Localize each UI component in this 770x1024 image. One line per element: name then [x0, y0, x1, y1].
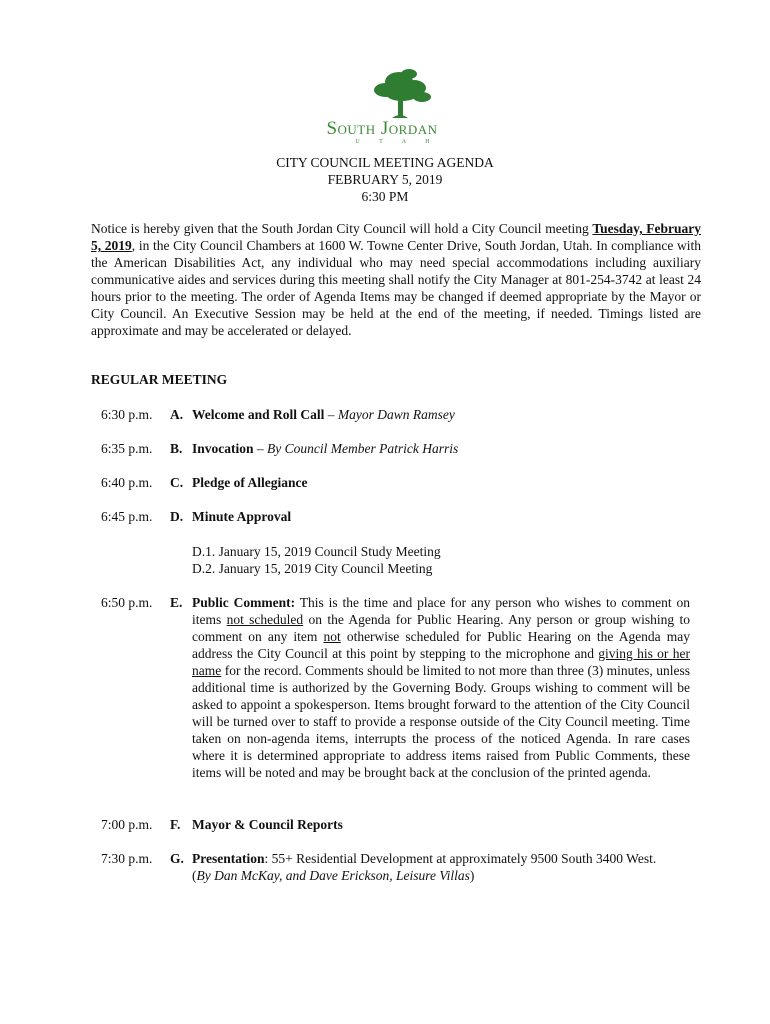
sub-item-d2: D.2. January 15, 2019 City Council Meeting [192, 561, 433, 576]
item-text: otherwise scheduled for Public Hearing on the Agenda may address the City Council at this point by stepping to the microphone and [192, 629, 690, 661]
sub-item-d1: D.1. January 15, 2019 Council Study Meeting [192, 544, 441, 559]
item-time: 6:45 p.m. [101, 509, 153, 524]
section-title: REGULAR MEETING [91, 372, 228, 387]
item-body [192, 440, 690, 457]
logo-state: U T A H [355, 139, 439, 145]
item-title: Pledge of Allegiance [192, 475, 308, 490]
item-letter: C. [170, 475, 184, 490]
meeting-date: Tuesday, February 5, 2019 [91, 221, 701, 253]
logo-name: South Jordan [326, 118, 438, 139]
item-presenter: By Dan McKay, and Dave Erickson, Leisure Villas [196, 868, 470, 883]
item-text: on the Agenda for Public Hearing. Any person or group wishing to comment on any item [192, 612, 691, 644]
item-letter: E. [170, 595, 183, 610]
agenda-time: 6:30 PM [361, 189, 409, 204]
item-presenter: By Council Member Patrick Harris [267, 441, 459, 456]
dash: – [253, 441, 268, 456]
item-body [192, 474, 690, 491]
item-time: 7:00 p.m. [101, 817, 153, 832]
notice-paragraph [91, 220, 701, 339]
item-title: Mayor & Council Reports [192, 817, 343, 832]
south-jordan-logo [314, 68, 450, 148]
underlined-text: not [323, 629, 341, 644]
item-title: Public Comment: [192, 595, 296, 610]
underlined-text: giving his or her name [192, 646, 690, 678]
item-letter: F. [170, 817, 181, 832]
notice-text-2: , in the City Council Chambers at 1600 W. Towne Center Drive, South Jordan, Utah. In compliance with the American Disabilities Act, any individual who may need special accommodations including auxiliary communicative aides and services during this meeting shall notify the City Manager at 801-254-3742 at least 24 hours prior to the meeting. The order of Agenda Items may be changed if deemed appropriate by the Mayor or City Council. An Executive Session may be held at the end of the meeting, if needed. Timings listed are approximate and may be accelerated or delayed. [91, 238, 702, 338]
item-time: 6:35 p.m. [101, 441, 153, 456]
underlined-text: not scheduled [226, 612, 304, 627]
item-text: This is the time and place for any person who wishes to comment on items [192, 595, 690, 627]
item-body [192, 816, 690, 833]
item-letter: D. [170, 509, 184, 524]
item-time: 6:30 p.m. [101, 407, 153, 422]
item-body [192, 594, 690, 781]
item-body [192, 508, 690, 525]
item-letter: A. [170, 407, 184, 422]
item-body [192, 406, 690, 423]
item-body: Presentation: 55+ Residential Development at approximately 9500 South 3400 West. (By Dan McKay, and Dave Erickson, Leisure Villas) [192, 851, 657, 883]
item-title: Invocation [192, 441, 254, 456]
item-text: : 55+ Residential Development at approximately 9500 South 3400 West. [264, 851, 657, 866]
agenda-date: FEBRUARY 5, 2019 [327, 172, 443, 187]
item-letter: B. [170, 441, 183, 456]
notice-text-1: Notice is hereby given that the South Jordan City Council will hold a City Council meeting [91, 221, 593, 236]
item-presenter: Mayor Dawn Ramsey [337, 407, 455, 422]
item-time: 6:40 p.m. [101, 475, 153, 490]
item-time: 6:50 p.m. [101, 595, 153, 610]
dash: – [324, 407, 338, 422]
item-letter: G. [170, 851, 184, 866]
agenda-title: CITY COUNCIL MEETING AGENDA [276, 155, 494, 170]
item-title: Welcome and Roll Call [192, 407, 325, 422]
item-text: for the record. Comments should be limited to not more than three (3) minutes, unless additional time is authorized by the Governing Body. Groups wishing to comment will be asked to appoint a spokesperson. Items brought forward to the attention of the City Council will be turned over to staff to provide a response outside of the City Council meeting. Time taken on non-agenda items, interrupts the process of the noticed Agenda. In rare cases where it is determined appropriate to address items raised from Public Comments, these items will be noted and may be brought back at the conclusion of the printed agenda. [192, 663, 690, 780]
item-title: Minute Approval [192, 509, 292, 524]
item-time: 7:30 p.m. [101, 851, 153, 866]
tree-icon [314, 68, 450, 120]
item-title: Presentation [192, 851, 265, 866]
